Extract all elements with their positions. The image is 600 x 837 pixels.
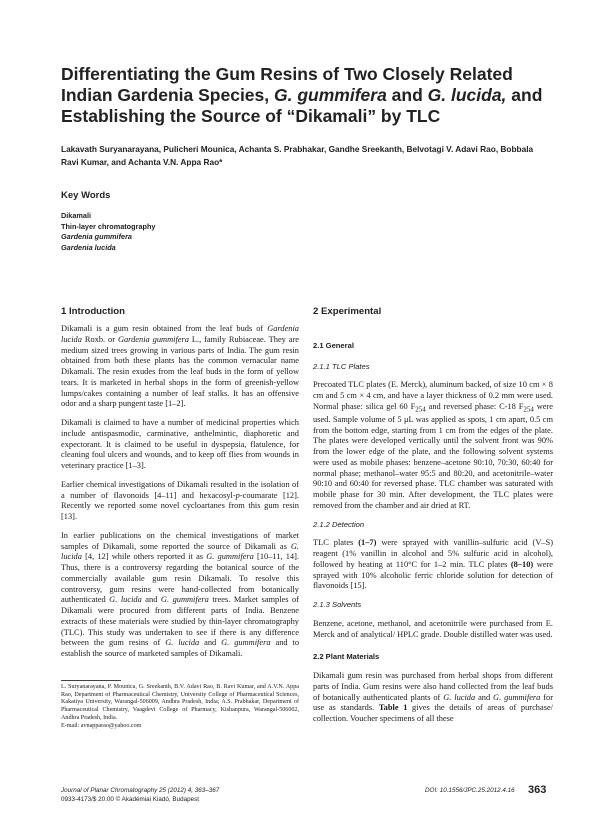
author-list: Lakavath Suryanarayana, Pulicheri Mounica, Achanta S. Prabhakar, Gandhe Sreekanth, Belvotagi V. Adavi Rao, Bobbala Ravi Kumar, and Achanta V.N. Appa Rao* [61,144,534,167]
affiliations-text: L. Suryanarayana, P. Mounica, G. Sreekanth, B.V. Adavi Rao, B. Ravi Kumar, and A.V.N. Appa Rao, Department of Pharmaceutical Chemistry, University College of Pharmaceutical Sciences, Kakatiya University, Warangal-506009, Andhra Pradesh, India; A.S. Prabhakar, Department of Pharmaceutical Chemistry, Vaagdevi College of Pharmacy, Kishanpura, Warangal-506002, Andhra Pradesh, India. [61,684,299,721]
keyword-item: Gardenia lucida [61,242,116,252]
general-heading: 2.1 General [313,341,354,350]
email-text: E-mail: avnapparao@yahoo.com [61,722,142,729]
author-affiliations-footnote [61,684,299,730]
footnote-divider [61,680,121,681]
keyword-item: Dikamali [61,211,92,220]
keyword-item: Gardenia gummifera [61,232,132,241]
plant-materials-heading: 2.2 Plant Materials [313,652,380,662]
intro-paragraph-2: Dikamali is claimed to have a number of medicinal properties which include antispasmodic, carminative, anthelmintic, diaphoretic and expectorant. It is claimed to be useful in dyspepsia, flatulence, for cleaning foul ulcers and wounds, and to keep off flies from wounds in veterinary practice [1–3]. [61,418,299,470]
experimental-heading: 2 Experimental [313,306,382,317]
solvents-heading: 2.1.3 Solvents [313,600,362,610]
introduction-column [61,324,299,668]
tlc-plates-text: Precoated TLC plates (E. Merck), aluminum backed, of size 10 cm × 8 cm and 5 cm × 4 cm, and have a layer thickness of 0.2 mm were used. Normal phase: silica gel 60 $F_{254}$ and reversed phase: C-18 $F_{254}$ were used. Sample volume of 5 μL was applied as spots, 1 cm apart, 0.5 cm from the bottom edge, starting from 1 cm from the edges of the plate. The plates were developed vertically until the solvent front was 90% from the lower edge of the plate, and the following solvent systems were used as mobile phases: benzene–acetone 90:10, 70:30, 60:40 for normal phase; methanol–water 95:5 and 80:20, and acetonitrile–water 90:10 and 60:40 for reversed phase. TLC chamber was saturated with mobile phase for 30 min. After development, the TLC plates were removed from the chamber and air dried at RT. [313,380,553,510]
detection-heading: 2.1.2 Detection [313,519,365,529]
solvents-text: Benzene, acetone, methanol, and acetonitrile were purchased from E. Merck and of analytical/ HPLC grade. Double distilled water was used. [313,618,553,639]
plant-materials-text: Dikamali gum resin was purchased from herbal shops from different parts of India. Gum resins were also hand collected from the leaf buds of botanically authenticated plants of G. lucida and G. gummifera for use as standards. Table 1 gives the details of areas of purchase/ collection. Voucher specimens of all these [313,671,554,724]
journal-citation [61,787,219,804]
intro-paragraph-3: Earlier chemical investigations of Dikamali resulted in the isolation of a number of flavonoids [4–11] and hexacosyl-p-coumarate [12]. Recently we reported some novel cycloartanes from this gum resin [13]. [61,479,299,521]
keyword-item: Thin-layer chromatography [61,221,156,231]
journal-reference: Journal of Planar Chromatography 25 (2012) 4, 363–367 [61,787,220,794]
introduction-heading: 1 Introduction [61,306,125,317]
intro-paragraph-4: In earlier publications on the chemical investigations of market samples of Dikamali, some reported the source of Dikamali as G. lucida [4, 12] while others reported it as G. gummifera [10–11, 14]. Thus, there is a controversy regarding the botanical source of the commercially available gum resin Dikamali. To resolve this controversy, gum resins were hand-collected from botanically authenticated G. lucida and G. gummifera trees. Market samples of Dikamali were procured from different parts of India. Benzene extracts of these materials were studied by thin-layer chromatography (TLC). This study was undertaken to see if there is any difference between the gum resins of G. lucida and G. gummifera and to establish the source of marketed samples of Dikamali. [61,530,300,658]
keywords-list [61,211,155,253]
intro-paragraph-1: Dikamali is a gum resin obtained from the leaf buds of Gardenia lucida Roxb. or Gardenia gummifera L., family Rubiaceae. They are medium sized trees growing in various parts of India. The gum resin obtained from both these plants has the common vernacular name Dikamali. The resin exudes from the leaf buds in the form of yellow tears. It is marketed in herbal shops in the form of greenish-yellow lumps/cakes containing a number of leaf stalks. It has an offensive odor and a sharp pungent taste [1–2]. [61,324,299,409]
keywords-heading: Key Words [61,190,111,201]
page-number: 363 [528,784,547,796]
article-title: Differentiating the Gum Resins of Two Closely Related Indian Gardenia Species, G. gummifera and G. lucida, and Establishing the Source of “Dikamali” by TLC [61,64,543,126]
detection-text: TLC plates (1–7) were sprayed with vanillin–sulfuric acid (V–S) reagent (1% vanillin in alcohol and 5% sulfuric acid in alcohol), followed by heating at 110°C for 1–2 min. TLC plates (8–10) were sprayed with 10% alcoholic ferric chloride solution for detection of flavonoids [15]. [313,538,553,591]
doi-text: DOI: 10.1556/JPC.25.2012.4.16 [425,787,515,794]
issn-line: 0933-4173/$ 20.00 © Akadémiai Kiadó, Budapest [61,795,200,803]
experimental-column [313,380,553,733]
tlc-plates-heading: 2.1.1 TLC Plates [313,362,370,371]
